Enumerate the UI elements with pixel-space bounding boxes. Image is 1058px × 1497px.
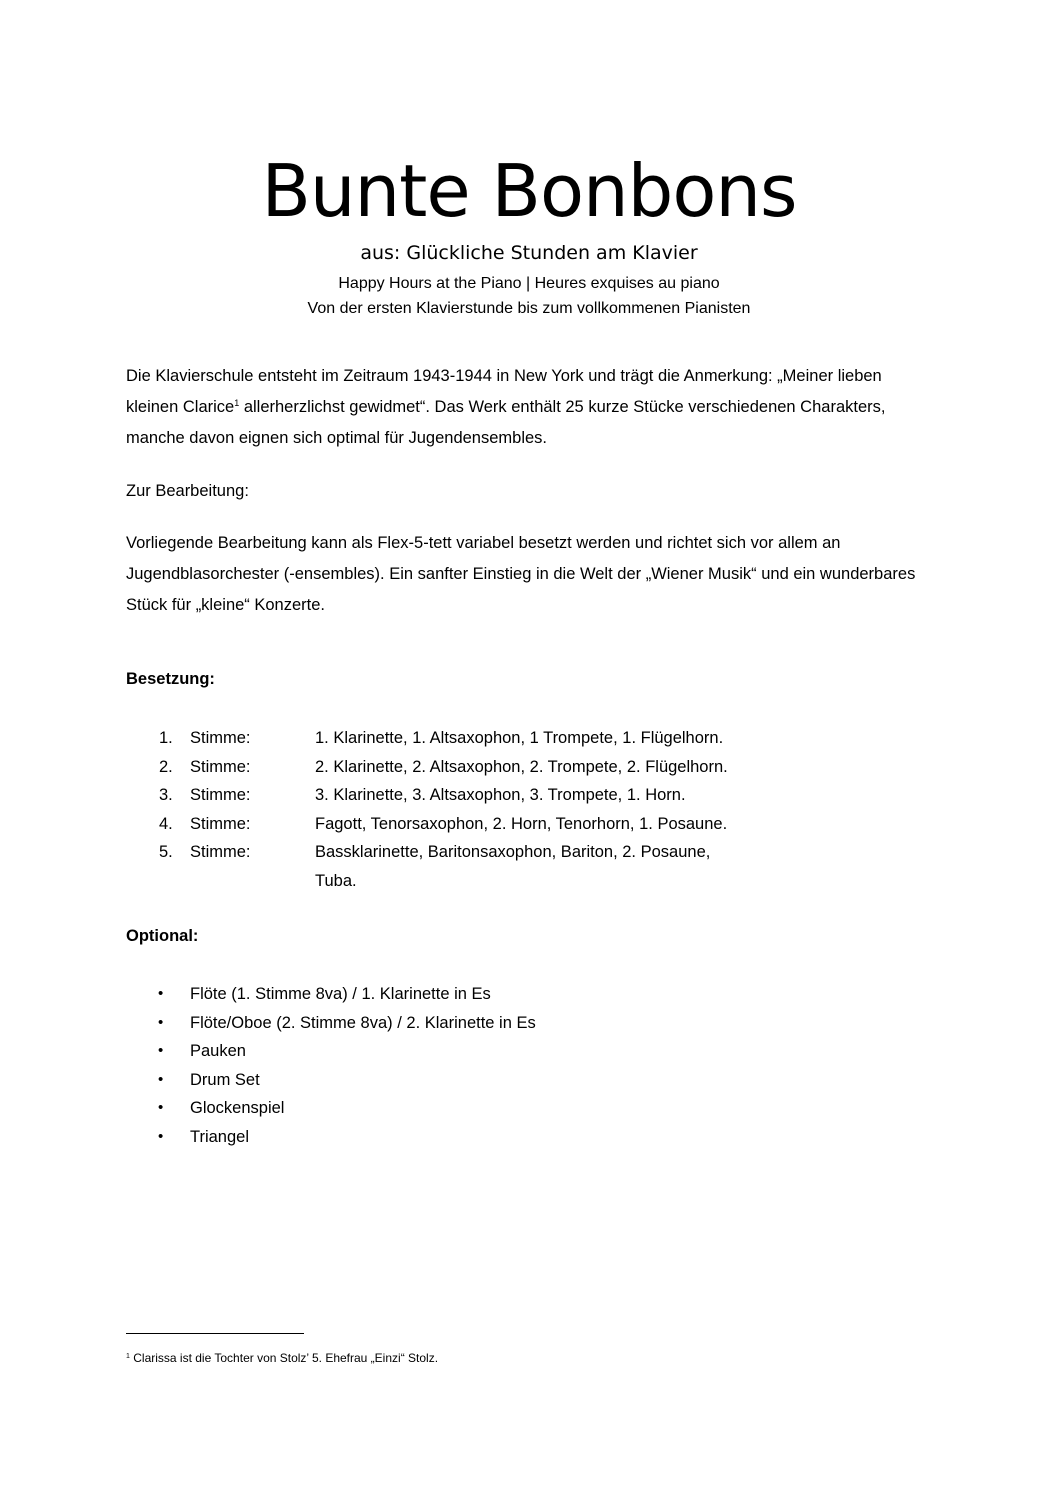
optional-item-text: Pauken [190, 1042, 246, 1060]
besetzung-heading: Besetzung: [126, 670, 215, 688]
voice-instruments: Fagott, Tenorsaxophon, 2. Horn, Tenorhorn, 1. Posaune. [315, 814, 728, 833]
voice-label: Stimme: [190, 757, 251, 776]
tagline-languages: Happy Hours at the Piano | Heures exquises au piano [338, 275, 720, 292]
voice-row [126, 724, 826, 753]
footnote-reference: 1 [234, 398, 240, 408]
list-item [126, 980, 536, 1009]
voice-row [126, 810, 826, 839]
voice-row [126, 753, 826, 782]
list-item [126, 1037, 536, 1066]
intro-paragraph [126, 361, 926, 454]
voice-label: Stimme: [190, 843, 251, 861]
bullet-icon: • [158, 1042, 164, 1059]
optional-heading: Optional: [126, 927, 199, 945]
optional-item-text: Flöte (1. Stimme 8va) / 1. Klarinette in Es [190, 985, 491, 1003]
voice-label: Stimme: [190, 786, 251, 804]
voice-number: 2. [159, 757, 173, 776]
voice-list [126, 724, 826, 895]
voice-number: 4. [159, 814, 173, 833]
voice-number: 3. [159, 786, 173, 804]
bullet-icon: • [158, 1070, 164, 1088]
bearbeitung-heading: Zur Bearbeitung: [126, 482, 249, 500]
optional-item-text: Triangel [190, 1127, 249, 1146]
voice-number: 5. [159, 843, 173, 861]
intro-text-end: allerherzlichst gewidmet“. Das Werk enthält 25 kurze Stücke verschiedenen Charakters, manche davon eignen sich optimal für Jugendensembles. [126, 398, 886, 447]
voice-label: Stimme: [190, 814, 251, 833]
bullet-icon: • [158, 1099, 164, 1116]
voice-instruments: 2. Klarinette, 2. Altsaxophon, 2. Trompete, 2. Flügelhorn. [315, 757, 728, 776]
voice-instruments: Bassklarinette, Baritonsaxophon, Bariton, 2. Posaune, Tuba. [315, 843, 711, 890]
list-item [126, 1123, 536, 1152]
bullet-icon: • [158, 985, 164, 1002]
optional-item-text: Flöte/Oboe (2. Stimme 8va) / 2. Klarinette in Es [190, 1013, 536, 1032]
voice-row [126, 838, 826, 895]
list-item [126, 1094, 536, 1123]
optional-list [126, 980, 536, 1151]
voice-label: Stimme: [190, 729, 251, 747]
voice-row [126, 781, 826, 810]
tagline-description: Von der ersten Klavierstunde bis zum vollkommenen Pianisten [307, 300, 751, 317]
footnote-mark: 1 [126, 1353, 130, 1360]
list-item [126, 1066, 536, 1095]
footnote-separator [126, 1333, 304, 1334]
bullet-icon: • [158, 1127, 164, 1145]
footnote-text: Clarissa ist die Tochter von Stolz’ 5. Ehefrau „Einzi“ Stolz. [129, 1351, 439, 1365]
document-title: Bunte Bonbons [261, 149, 797, 233]
voice-number: 1. [159, 729, 173, 747]
optional-item-text: Glockenspiel [190, 1099, 285, 1117]
list-item [126, 1009, 536, 1038]
voice-instruments: 1. Klarinette, 1. Altsaxophon, 1 Trompete, 1. Flügelhorn. [315, 729, 724, 747]
footnote [126, 1350, 438, 1366]
voice-instruments: 3. Klarinette, 3. Altsaxophon, 3. Trompete, 1. Horn. [315, 786, 686, 804]
bearbeitung-paragraph: Vorliegende Bearbeitung kann als Flex-5-tett variabel besetzt werden und richtet sich vor allem an Jugendblasorchester (-ensembles). Ein sanfter Einstieg in die Welt der „Wiener Musik“ und ein wunderbares Stück für „kleine“ Konzerte. [126, 534, 916, 614]
document-subtitle: aus: Glückliche Stunden am Klavier [360, 242, 698, 264]
optional-item-text: Drum Set [190, 1070, 260, 1089]
intro-text-start: Die Klavierschule entsteht im Zeitraum 1943-1944 in New York und trägt die Anmerkung: „Meiner lieben kleinen Clarice [126, 367, 882, 416]
bullet-icon: • [158, 1013, 164, 1031]
